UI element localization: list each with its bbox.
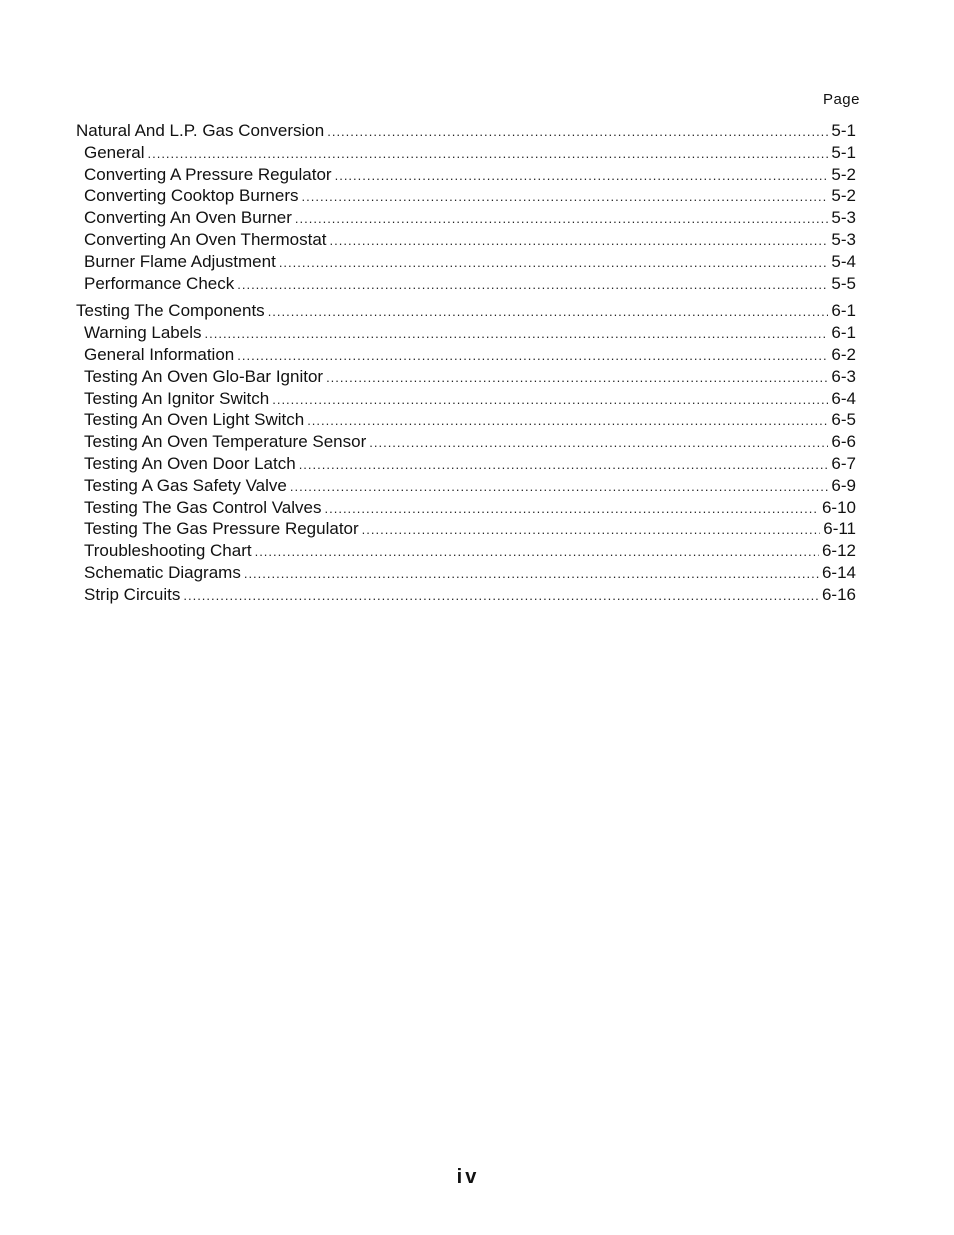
toc-entry[interactable] <box>76 518 856 540</box>
dot-leader <box>268 301 829 322</box>
toc-entry-title: Testing An Ignitor Switch <box>84 388 270 408</box>
toc-entry-page: 6-1 <box>831 301 856 321</box>
toc-entry[interactable] <box>76 207 856 229</box>
toc-entry-page: 6-2 <box>831 344 856 364</box>
toc-entry[interactable] <box>76 497 856 519</box>
toc-entry-page: 5-2 <box>831 186 856 206</box>
toc-entry-title: Converting An Oven Thermostat <box>84 229 327 249</box>
dot-leader <box>237 345 828 366</box>
toc-entry-page: 5-4 <box>831 251 856 271</box>
toc-entry-title: Converting A Pressure Regulator <box>84 164 332 184</box>
dot-leader <box>295 208 829 229</box>
dot-leader <box>362 519 821 540</box>
dot-leader <box>255 541 819 562</box>
toc-entry-title: Testing The Gas Control Valves <box>84 497 322 517</box>
toc-section-heading[interactable] <box>76 120 856 142</box>
toc-entry[interactable] <box>76 562 856 584</box>
toc-section-testing-components <box>76 300 856 605</box>
dot-leader <box>302 186 829 207</box>
toc-entry-title: Testing A Gas Safety Valve <box>84 475 287 495</box>
toc-entry-page: 6-4 <box>831 388 856 408</box>
toc-entry-title: Burner Flame Adjustment <box>84 251 276 271</box>
dot-leader <box>205 323 829 344</box>
toc-section-heading[interactable] <box>76 300 856 322</box>
toc-entry-title: Performance Check <box>84 273 235 293</box>
dot-leader <box>183 585 819 606</box>
toc-entry[interactable] <box>76 164 856 186</box>
toc-entry-page: 6-6 <box>831 432 856 452</box>
dot-leader <box>335 165 829 186</box>
dot-leader <box>369 432 828 453</box>
toc-entry-title: Strip Circuits <box>84 584 181 604</box>
toc-entry[interactable] <box>76 366 856 388</box>
toc-entry-page: 5-1 <box>831 142 856 162</box>
toc-entry[interactable] <box>76 229 856 251</box>
toc-entry-page: 5-3 <box>831 208 856 228</box>
toc-entry[interactable] <box>76 388 856 410</box>
toc-entry-page: 6-12 <box>821 541 856 561</box>
toc-entry-page: 6-7 <box>831 453 856 473</box>
dot-leader <box>327 121 828 142</box>
toc-entry-page: 6-14 <box>821 562 856 582</box>
toc-entry-title: Troubleshooting Chart <box>84 541 252 561</box>
dot-leader <box>326 367 828 388</box>
toc-entry-page: 6-10 <box>821 497 856 517</box>
toc-entry-title: Testing The Gas Pressure Regulator <box>84 519 359 539</box>
toc-entry-title: General Information <box>84 344 235 364</box>
toc-entry[interactable] <box>76 185 856 207</box>
toc-entry-page: 5-5 <box>831 273 856 293</box>
toc-entry[interactable] <box>76 431 856 453</box>
toc-entry-title: Schematic Diagrams <box>84 562 241 582</box>
page-number: iv <box>456 1166 480 1188</box>
dot-leader <box>272 389 828 410</box>
dot-leader <box>290 476 829 497</box>
toc-entry-page: 6-5 <box>831 410 856 430</box>
dot-leader <box>330 230 829 251</box>
toc-entry-page: 5-2 <box>831 164 856 184</box>
toc-entry-title: Testing An Oven Door Latch <box>84 453 296 473</box>
dot-leader <box>299 454 829 475</box>
dot-leader <box>147 143 828 164</box>
toc-entry-title: Testing An Oven Temperature Sensor <box>84 432 367 452</box>
toc-entry-title: Testing An Oven Light Switch <box>84 410 305 430</box>
dot-leader <box>237 274 828 295</box>
toc-entry-page: 5-1 <box>831 121 856 140</box>
dot-leader <box>279 252 829 273</box>
toc-entry[interactable] <box>76 273 856 295</box>
toc-entry-title: Converting An Oven Burner <box>84 208 292 228</box>
toc-entry[interactable] <box>76 344 856 366</box>
toc-entry[interactable] <box>76 322 856 344</box>
dot-leader <box>325 498 819 519</box>
dot-leader <box>307 410 828 431</box>
toc-entry-title: Converting Cooktop Burners <box>84 186 299 206</box>
toc-entry-title: Testing The Components <box>76 301 265 321</box>
toc-entry[interactable] <box>76 453 856 475</box>
toc-entry[interactable] <box>76 584 856 606</box>
table-of-contents <box>76 120 856 612</box>
page-column-header: Page <box>822 91 860 108</box>
toc-entry-page: 5-3 <box>831 229 856 249</box>
toc-entry[interactable] <box>76 475 856 497</box>
toc-entry-page: 6-3 <box>831 366 856 386</box>
toc-entry-title: Testing An Oven Glo-Bar Ignitor <box>84 366 324 386</box>
dot-leader <box>244 563 819 584</box>
toc-entry[interactable] <box>76 540 856 562</box>
toc-entry[interactable] <box>76 409 856 431</box>
toc-entry-page: 6-9 <box>831 475 856 495</box>
toc-entry-title: Natural And L.P. Gas Conversion <box>76 121 325 140</box>
toc-section-gas-conversion <box>76 120 856 294</box>
toc-entry[interactable] <box>76 251 856 273</box>
toc-entry-page: 6-16 <box>821 584 856 604</box>
toc-entry-page: 6-11 <box>823 519 856 539</box>
toc-entry-page: 6-1 <box>831 323 856 343</box>
toc-entry[interactable] <box>76 142 856 164</box>
toc-entry-title: General <box>84 142 145 162</box>
toc-entry-title: Warning Labels <box>84 323 202 343</box>
